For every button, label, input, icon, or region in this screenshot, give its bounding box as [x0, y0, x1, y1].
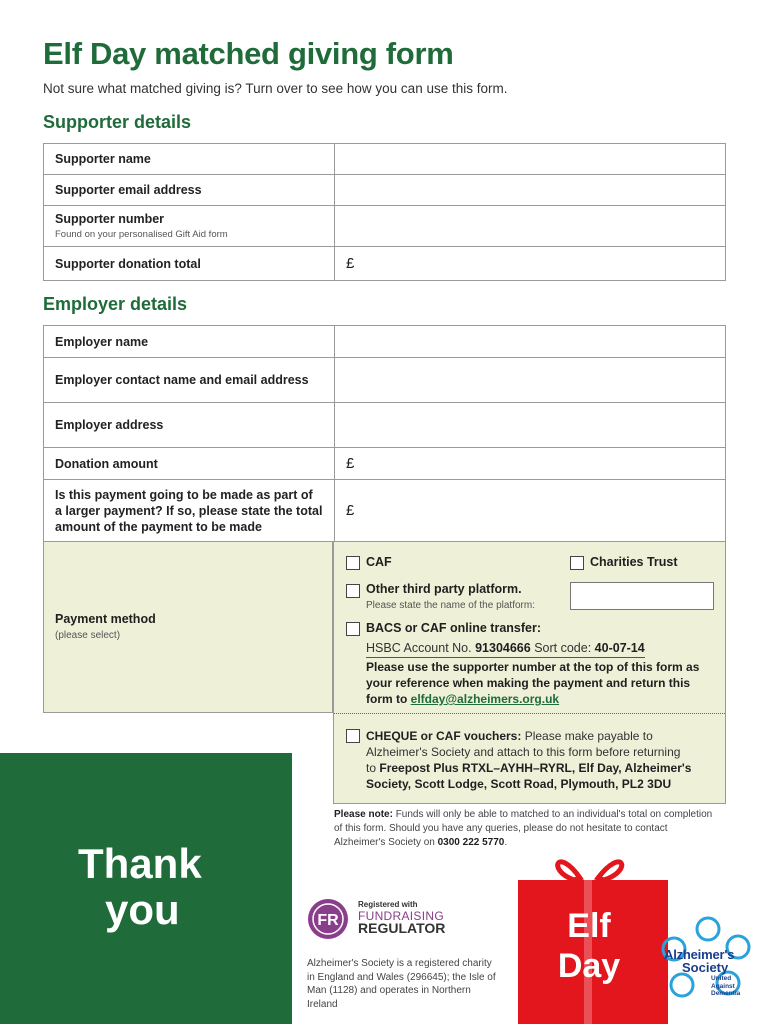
employer-donation-field[interactable]	[335, 448, 726, 480]
cheque-checkbox[interactable]	[346, 729, 360, 743]
charities-trust-label: Charities Trust	[590, 555, 678, 569]
cheque-address1: Freepost Plus RTXL–AYHH–RYRL, Elf Day, Alzheimer's	[379, 761, 692, 775]
fr-badge-text: FR	[317, 912, 339, 929]
thank-you-text	[78, 841, 202, 933]
other-platform-hint: Please state the name of the platform:	[366, 600, 535, 611]
currency-symbol: £	[346, 502, 355, 519]
employer-name-field[interactable]	[335, 326, 726, 358]
cheque-line3-pre: to	[366, 761, 377, 775]
other-platform-label: Other third party platform.	[366, 582, 522, 596]
email-link[interactable]: elfday@alzheimers.org.uk	[410, 692, 560, 706]
page-subtitle: Not sure what matched giving is? Turn over to see how you can use this form.	[43, 81, 508, 96]
employer-name-label: Employer name	[44, 326, 335, 358]
supporter-name-field[interactable]	[335, 144, 726, 175]
page-title: Elf Day matched giving form	[43, 36, 454, 71]
divider	[334, 713, 725, 714]
account-number: 91304666	[475, 641, 531, 655]
bacs-note	[366, 659, 716, 707]
charity-statement: Alzheimer's Society is a registered charity in England and Wales (296645); the Isle of Man (1128) and operates in Northern Ireland	[307, 958, 496, 1010]
supporter-number-label: Supporter number	[55, 212, 165, 226]
employer-contact-field[interactable]	[335, 358, 726, 403]
elf-day-line1: Elf	[567, 907, 611, 945]
employer-address-label: Employer address	[44, 403, 335, 448]
supporter-table	[43, 143, 726, 281]
supporter-name-label: Supporter name	[44, 144, 335, 175]
sort-code: 40-07-14	[594, 641, 645, 655]
currency-symbol: £	[346, 455, 355, 472]
platform-name-input[interactable]	[570, 582, 714, 610]
caf-checkbox[interactable]	[346, 556, 360, 570]
employer-table	[43, 325, 726, 542]
larger-payment-label: Is this payment going to be made as part of a larger payment? If so, please state the total amount of the payment to be made	[44, 480, 335, 542]
elf-day-line2: Day	[557, 947, 621, 985]
alz-line3: United Against Dementia	[711, 975, 741, 997]
hsbc-prefix: HSBC Account No.	[366, 641, 472, 655]
payment-method-sub: (please select)	[55, 630, 121, 641]
payment-method-label: Payment method	[55, 612, 156, 626]
cheque-address2: Society, Scott Lodge, Scott Road, Plymouth, PL2 3DU	[366, 777, 672, 791]
note-text: Funds will only be able to matched to an individual's total on completion of this form. Should you have any queries, please do not hesitate to contact Alzheimer's Society on	[334, 809, 713, 848]
phone-number: 0300 222 5770	[437, 837, 505, 848]
supporter-email-label: Supporter email address	[44, 175, 335, 206]
fundraising-regulator-logo	[306, 897, 354, 941]
cheque-line1: Please make payable to	[524, 729, 653, 743]
fr-line2: REGULATOR	[358, 920, 446, 936]
thank-line1: Thank	[78, 840, 202, 887]
larger-payment-field[interactable]	[335, 480, 726, 542]
supporter-number-hint: Found on your personalised Gift Aid form	[55, 229, 228, 240]
supporter-number-field[interactable]	[335, 206, 726, 247]
bacs-label: BACS or CAF online transfer:	[366, 621, 542, 635]
note-end: .	[504, 837, 508, 848]
currency-symbol: £	[346, 255, 355, 272]
alz-line1: Alzheimer's	[664, 947, 735, 962]
bank-details	[366, 640, 645, 658]
employer-address-field[interactable]	[335, 403, 726, 448]
bacs-note-text: Please use the supporter number at the top of this form as your reference when making the payment and return this form to	[366, 660, 700, 706]
supporter-number-cell	[44, 206, 335, 247]
cheque-text	[366, 728, 722, 792]
thank-line2: you	[105, 886, 180, 933]
cheque-title: CHEQUE or CAF vouchers:	[366, 729, 522, 743]
employer-contact-label: Employer contact name and email address	[44, 358, 335, 403]
fr-registered: Registered with	[358, 900, 418, 909]
cheque-line2: Alzheimer's Society and attach to this form before returning	[366, 745, 681, 759]
employer-donation-label: Donation amount	[44, 448, 335, 480]
note-label: Please note:	[334, 809, 393, 820]
alz-line2: Society	[682, 960, 729, 975]
elf-day-logo-text	[518, 906, 660, 986]
fr-line1: FUNDRAISING	[358, 909, 444, 923]
supporter-email-field[interactable]	[335, 175, 726, 206]
thank-you-panel	[0, 753, 292, 1024]
supporter-heading: Supporter details	[43, 112, 192, 132]
payment-method-cell	[43, 541, 333, 713]
supporter-donation-field[interactable]	[335, 247, 726, 281]
caf-label: CAF	[366, 555, 392, 569]
payment-options	[333, 541, 726, 804]
supporter-donation-label: Supporter donation total	[44, 247, 335, 281]
bacs-checkbox[interactable]	[346, 622, 360, 636]
sort-prefix: Sort code:	[534, 641, 592, 655]
employer-heading: Employer details	[43, 294, 188, 314]
other-platform-checkbox[interactable]	[346, 584, 360, 598]
charities-trust-checkbox[interactable]	[570, 556, 584, 570]
